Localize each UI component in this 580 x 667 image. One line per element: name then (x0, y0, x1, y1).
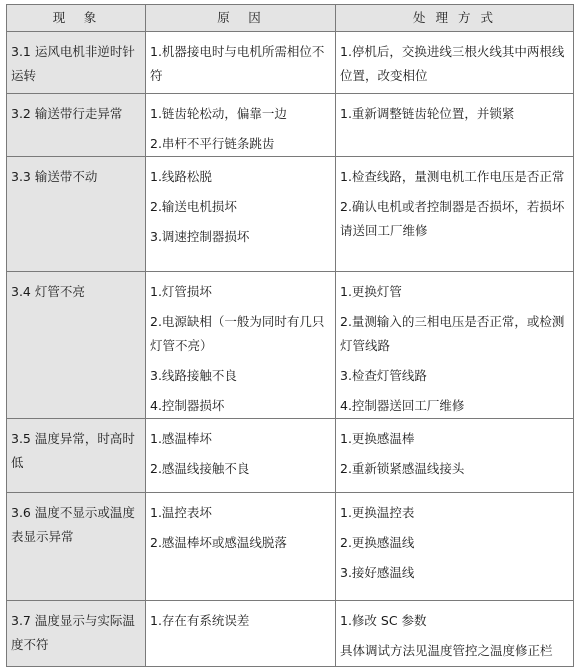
solution-item: 1.更换感温棒 (340, 431, 415, 446)
table-row (7, 493, 574, 601)
symptom-cell: 3.4 灯管不亮 (7, 272, 146, 419)
cause-item: 1.灯管损坏 (150, 284, 212, 299)
cause-item: 2.感温棒坏或感温线脱落 (150, 535, 287, 550)
solution-item: 3.检查灯管线路 (340, 368, 427, 383)
solution-cell (336, 601, 574, 667)
cause-cell (146, 272, 336, 419)
cause-item: 1.存在有系统误差 (150, 613, 250, 628)
solution-item: 2.更换感温线 (340, 535, 415, 550)
table-row (7, 419, 574, 493)
cause-cell (146, 94, 336, 157)
cause-cell (146, 32, 336, 94)
cause-item: 2.电源缺相（一般为同时有几只灯管不亮） (150, 314, 325, 353)
solution-item: 1.重新调整链齿轮位置，并锁紧 (340, 106, 515, 121)
solution-item: 4.控制器送回工厂维修 (340, 398, 465, 413)
troubleshooting-table (6, 4, 574, 667)
symptom-cell: 3.1 运风电机非逆时针运转 (7, 32, 146, 94)
cause-item: 3.线路接触不良 (150, 368, 237, 383)
cause-item: 1.链齿轮松动，偏靠一边 (150, 106, 287, 121)
solution-item: 2.量测输入的三相电压是否正常，或检测灯管线路 (340, 314, 565, 353)
cause-cell (146, 601, 336, 667)
symptom-cell: 3.7 温度显示与实际温度不符 (7, 601, 146, 667)
solution-cell (336, 419, 574, 493)
cause-cell (146, 157, 336, 272)
cause-item: 1.感温棒坏 (150, 431, 212, 446)
table-row (7, 157, 574, 272)
solution-cell (336, 32, 574, 94)
cause-item: 3.调速控制器损坏 (150, 229, 250, 244)
cause-item: 2.输送电机损坏 (150, 199, 237, 214)
solution-item: 1.停机后，交换进线三根火线其中两根线位置，改变相位 (340, 44, 565, 83)
header-solution: 处 理 方 式 (336, 5, 574, 32)
cause-item: 2.感温线接触不良 (150, 461, 250, 476)
cause-item: 2.串杆不平行链条跳齿 (150, 136, 275, 151)
cause-item: 4.控制器损坏 (150, 398, 225, 413)
solution-item: 3.接好感温线 (340, 565, 415, 580)
header-row (7, 5, 574, 32)
cause-cell (146, 493, 336, 601)
symptom-cell: 3.2 输送带行走异常 (7, 94, 146, 157)
cause-item: 1.温控表坏 (150, 505, 212, 520)
table-row (7, 601, 574, 667)
solution-cell (336, 157, 574, 272)
symptom-cell: 3.5 温度异常，时高时低 (7, 419, 146, 493)
cause-item: 1.线路松脱 (150, 169, 212, 184)
table-row (7, 272, 574, 419)
solution-item: 2.重新锁紧感温线接头 (340, 461, 465, 476)
header-symptom: 现 象 (7, 5, 146, 32)
solution-cell (336, 94, 574, 157)
table-row (7, 32, 574, 94)
solution-item: 2.确认电机或者控制器是否损坏，若损坏请送回工厂维修 (340, 199, 565, 238)
table-row (7, 94, 574, 157)
cause-item: 1.机器接电时与电机所需相位不符 (150, 44, 325, 83)
solution-item: 1.更换灯管 (340, 284, 402, 299)
solution-item: 1.更换温控表 (340, 505, 415, 520)
symptom-cell: 3.6 温度不显示或温度表显示异常 (7, 493, 146, 601)
solution-item: 1.检查线路，量测电机工作电压是否正常 (340, 169, 565, 184)
solution-cell (336, 272, 574, 419)
header-cause: 原 因 (146, 5, 336, 32)
symptom-cell: 3.3 输送带不动 (7, 157, 146, 272)
solution-item: 1.修改 SC 参数 (340, 613, 427, 628)
solution-cell (336, 493, 574, 601)
solution-note: 具体调试方法见温度管控之温度修正栏 (340, 643, 553, 658)
cause-cell (146, 419, 336, 493)
